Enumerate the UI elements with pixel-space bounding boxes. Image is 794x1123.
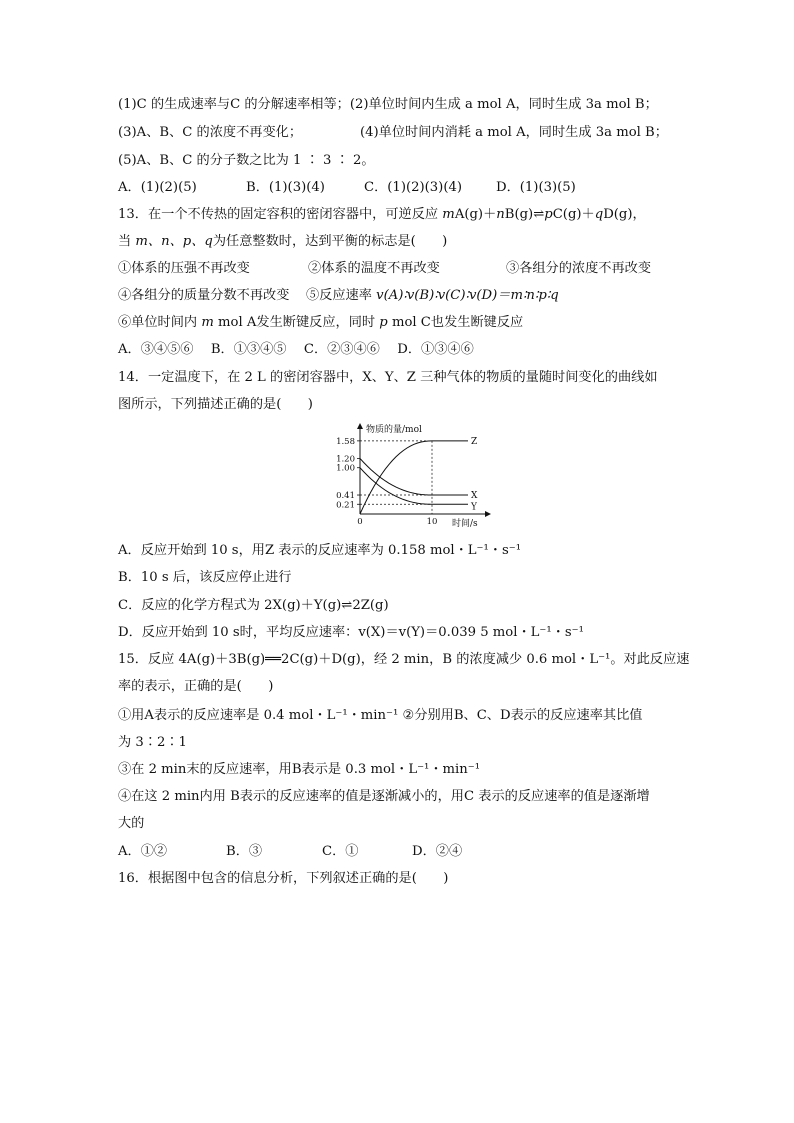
series-line-x	[360, 458, 468, 495]
q13-text: D(g)，	[603, 207, 646, 222]
q13-var-p: p	[379, 315, 388, 330]
q15-item-4: ④在这 2 min内用 B表示的反应速率的值是逐渐减小的，用C 表示的反应速率的值是逐渐增	[118, 789, 650, 804]
q13-options: A．③④⑤⑥ B．①③④⑤ C．②③④⑥ D．①③④⑥	[118, 342, 474, 357]
q13-text: mol C也发生断键反应	[387, 315, 524, 330]
q15-item-4-cont: 大的	[118, 816, 145, 831]
y-tick-label: 0.21	[336, 500, 355, 511]
q13-var-m: m	[201, 315, 214, 330]
q15-item-1-2: ①用A表示的反应速率是 0.4 mol・L⁻¹・min⁻¹ ②分别用B、C、D表示的反应速率其比值	[118, 708, 643, 723]
q13-stem-line-1	[118, 205, 646, 225]
q12-option-b: B．(1)(3)(4)	[246, 180, 325, 195]
x-tick-label: 0	[357, 517, 363, 527]
q13-choice-5	[306, 286, 559, 306]
series-label-z: Z	[471, 436, 478, 447]
y-tick-label: 1.20	[336, 454, 355, 465]
q13-stem-line-2	[118, 232, 447, 252]
q15-option-a: A．①②	[118, 844, 168, 859]
q14-option-b: B．10 s 后，该反应停止进行	[118, 570, 292, 585]
y-tick-label: 1.00	[336, 463, 355, 474]
q13-choice-6	[118, 313, 523, 333]
q15-stem-line-2: 率的表示，正确的是( )	[118, 679, 274, 694]
q13-text: ⑥单位时间内	[118, 315, 202, 330]
equilibrium-arrow: ⇌	[533, 207, 545, 222]
q14-option-d: D．反应开始到 10 s时，平均反应速率：v(X)＝v(Y)＝0.039 5 mol・L⁻¹・s⁻¹	[118, 625, 584, 640]
q15-option-d: D．②④	[412, 844, 463, 859]
q13-text: mol A发生断键反应，同时	[213, 315, 380, 330]
q13-text: 当	[118, 234, 136, 249]
q12-option-d: D．(1)(3)(5)	[496, 180, 576, 195]
q16-stem: 16．根据图中包含的信息分析，下列叙述正确的是( )	[118, 871, 449, 886]
q12-option-a: A．(1)(2)(5)	[118, 180, 197, 195]
q13-vars: m、n、p、q	[135, 234, 213, 249]
q13-var-q: q	[594, 207, 604, 222]
q12-statement-1-2	[118, 95, 658, 115]
q12-statement-5: (5)A、B、C 的分子数之比为 1 ∶ 3 ∶ 2。	[118, 153, 375, 168]
q13-text: B(g)	[504, 207, 534, 222]
q14-option-c: C．反应的化学方程式为 2X(g)＋Y(g)⇌2Z(g)	[118, 598, 389, 613]
q13-rate-ratio: v(A)∶v(B)∶v(C)∶v(D)＝m∶n∶p∶q	[376, 288, 559, 303]
q15-stem-line-1: 15．反应 4A(g)＋3B(g)══2C(g)＋D(g)，经 2 min，B 的浓度减少 0.6 mol・L⁻¹。对此反应速	[118, 652, 690, 667]
q13-choice-2: ②体系的温度不再改变	[308, 261, 440, 276]
y-axis-label: 物质的量/mol	[366, 425, 422, 435]
q13-var-n: n	[496, 207, 505, 222]
series-line-y	[360, 468, 468, 505]
q13-choice-4: ④各组分的质量分数不再改变	[118, 288, 290, 303]
q13-text: 13．在一个不传热的固定容积的密闭容器中，可逆反应	[118, 207, 443, 222]
q13-var-p: p	[544, 207, 553, 222]
q14-option-a: A．反应开始到 10 s，用Z 表示的反应速率为 0.158 mol・L⁻¹・s⁻¹	[118, 543, 522, 558]
x-tick-label: 10	[426, 517, 438, 527]
q14-stem-line-1: 14．一定温度下，在 2 L 的密闭容器中，X、Y、Z 三种气体的物质的量随时间变化的曲线如	[118, 370, 658, 385]
q12-statement-3: (3)A、B、C 的浓度不再变化；	[118, 125, 303, 140]
q15-item-2-cont: 为 3∶2∶1	[118, 735, 187, 750]
q13-text: 为任意整数时，达到平衡的标志是( )	[212, 234, 448, 249]
q13-var-m: m	[442, 207, 455, 222]
q12-s2: (2)单位时间内生成 a mol A，同时生成 3a mol B；	[349, 97, 658, 112]
q12-option-c: C．(1)(2)(3)(4)	[364, 180, 462, 195]
q13-choice-3: ③各组分的浓度不再改变	[506, 261, 652, 276]
series-label-y: Y	[471, 502, 477, 513]
q12-statement-4: (4)单位时间内消耗 a mol A，同时生成 3a mol B；	[360, 125, 668, 140]
q12-s1: (1)C 的生成速率与C 的分解速率相等；	[118, 97, 350, 112]
amount-vs-time-chart	[322, 420, 494, 530]
q13-text: A(g)＋	[454, 207, 497, 222]
q15-option-b: B．③	[226, 844, 263, 859]
q13-text: ⑤反应速率	[306, 288, 377, 303]
series-label-x: X	[471, 491, 478, 502]
q15-item-3: ③在 2 min末的反应速率，用B表示是 0.3 mol・L⁻¹・min⁻¹	[118, 762, 480, 777]
q14-stem-line-2: 图所示，下列描述正确的是( )	[118, 397, 313, 412]
x-axis-label: 时间/s	[452, 519, 478, 529]
y-tick-label: 0.41	[336, 491, 355, 502]
q13-text: C(g)＋	[552, 207, 595, 222]
q15-option-c: C．①	[322, 844, 359, 859]
q13-choice-1: ①体系的压强不再改变	[118, 261, 250, 276]
y-tick-label: 1.58	[336, 436, 355, 447]
